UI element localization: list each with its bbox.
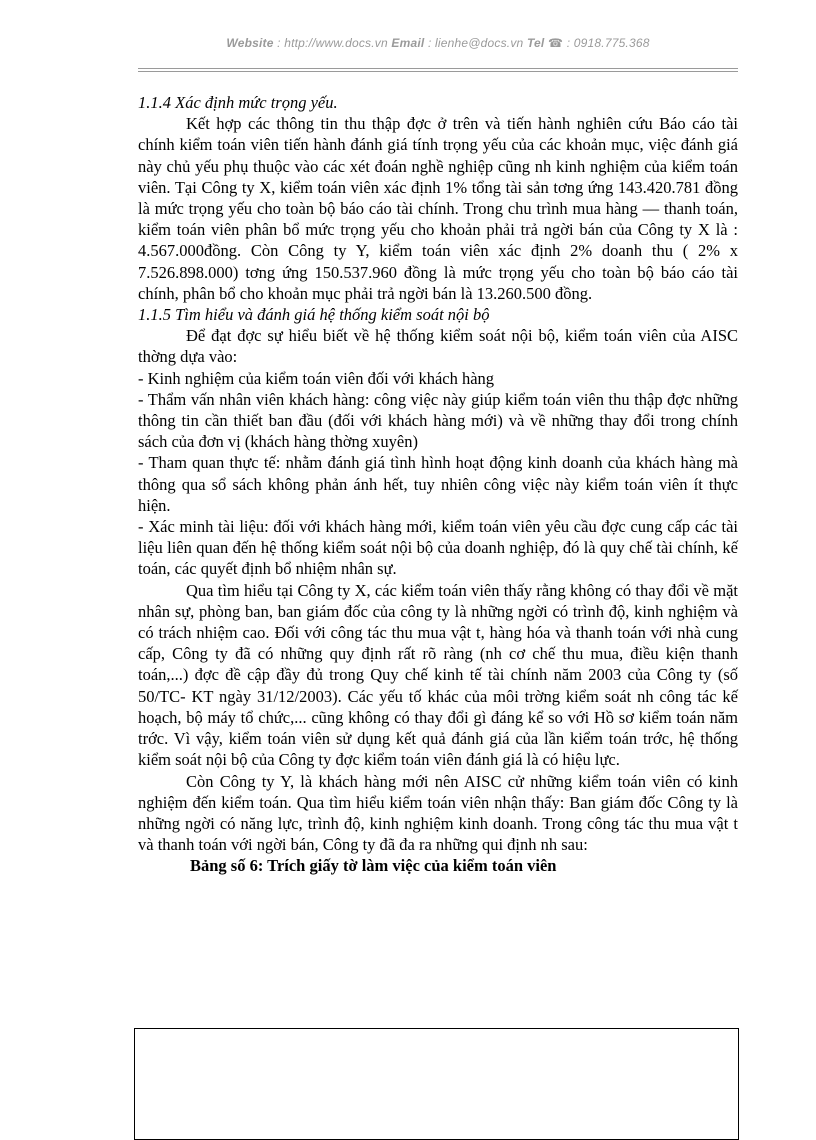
section-heading-1-1-5: 1.1.5 Tìm hiểu và đánh giá hệ thống kiểm soát nội bộ [138,305,490,325]
website-value: : http://www.docs.vn [277,36,388,50]
paragraph-company-y: Còn Công ty Y, là khách hàng mới nên AISC cử những kiểm toán viên có kinh nghiệm đến kiểm toán. Qua tìm hiểu kiểm toán viên nhận thấy: Ban giám đốc Công ty là những ngời có năng lực, trình độ, kinh nghiệm kinh doanh. Trong công tác thu mua vật t và thanh toán với ngời bán, Công ty đã đa ra những qui định nh sau: [138,771,738,855]
table-title: Bảng số 6: Trích giấy tờ làm việc của kiểm toán viên [190,856,557,876]
document-body [138,92,738,877]
page-header [138,36,738,50]
header-divider-bottom [138,71,738,72]
tel-value: : 0918.775.368 [566,36,650,50]
section-heading-1-1-4: 1.1.4 Xác định mức trọng yếu. [138,93,338,112]
tel-label: Tel [526,36,545,50]
bullet-interview: - Thẩm vấn nhân viên khách hàng: công việc này giúp kiểm toán viên thu thập đợc những thông tin cần thiết ban đầu (đối với khách hàng mới) và về những thay đổi trong chính sách của đơn vị (khách hàng thờng xuyên) [138,389,738,452]
email-label: Email [391,36,425,50]
phone-icon: ☎ [548,36,564,50]
bullet-site-visit: - Tham quan thực tế: nhằm đánh giá tình hình hoạt động kinh doanh của khách hàng mà thông qua sổ sách không phản ánh hết, tuy nhiên công việc này kiểm toán viên ít thực hiện. [138,453,738,515]
email-value: : lienhe@docs.vn [427,36,524,50]
bullet-document-verification: - Xác minh tài liệu: đối với khách hàng mới, kiểm toán viên yêu cầu đợc cung cấp các tài liệu liên quan đến hệ thống kiểm soát nội bộ của doanh nghiệp, đó là quy chế tài chính, kế toán, các quyết định bổ nhiệm nhân sự. [138,517,738,579]
paragraph-company-x: Qua tìm hiểu tại Công ty X, các kiểm toán viên thấy rằng không có thay đổi về mặt nhân sự, phòng ban, ban giám đốc của công ty là những ngời có trình độ, kinh nghiệm và có trách nhiệm cao. Đối với công tác thu mua vật t, hàng hóa và thanh toán với nhà cung cấp, Công ty đã có những quy định rất rõ ràng (nh cơ chế thu mua, điều kiện thanh toán,...) đợc đề cập đầy đủ trong Quy chế kinh tế tài chính năm 2003 của Công ty (số 50/TC- KT ngày 31/12/2003). Các yếu tố khác của môi trờng kiểm soát nh công tác kế hoạch, bộ máy tổ chức,... cũng không có thay đổi gì đáng kể so với Hồ sơ kiểm toán năm trớc. Vì vậy, kiểm toán viên sử dụng kết quả đánh giá của lần kiểm toán trớc, hệ thống kiểm soát nội bộ của Công ty đợc kiểm toán viên đánh giá là có hiệu lực. [138,580,738,770]
bullet-experience: - Kinh nghiệm của kiểm toán viên đối với khách hàng [138,368,495,388]
working-paper-table-box [134,1028,739,1140]
header-divider-top [138,68,738,69]
paragraph-materiality: Kết hợp các thông tin thu thập đợc ở trên và tiến hành nghiên cứu Báo cáo tài chính kiểm toán viên tiến hành đánh giá tính trọng yếu của các khoản mục, việc đánh giá này chủ yếu phụ thuộc vào các xét đoán nghề nghiệp cũng nh kinh nghiệm của kiểm toán viên. Tại Công ty X, kiểm toán viên xác định 1% tổng tài sản tơng ứng 143.420.781 đồng là mức trọng yếu cho toàn bộ báo cáo tài chính. Trong chu trình mua hàng — thanh toán, kiểm toán viên phân bổ mức trọng yếu cho khoản phải trả ngời bán của Công ty X là : 4.567.000đồng. Còn Công ty Y, kiểm toán viên xác định 2% doanh thu ( 2% x 7.526.898.000) tơng ứng 150.537.960 đồng là mức trọng yếu cho toàn bộ báo cáo tài chính, phân bổ cho khoản mục phải trả ngời bán là 13.260.500 đồng. [138,114,738,303]
website-label: Website [226,36,274,50]
paragraph-internal-control-intro: Để đạt đợc sự hiểu biết về hệ thống kiểm soát nội bộ, kiểm toán viên của AISC thờng dựa vào: [138,326,738,367]
